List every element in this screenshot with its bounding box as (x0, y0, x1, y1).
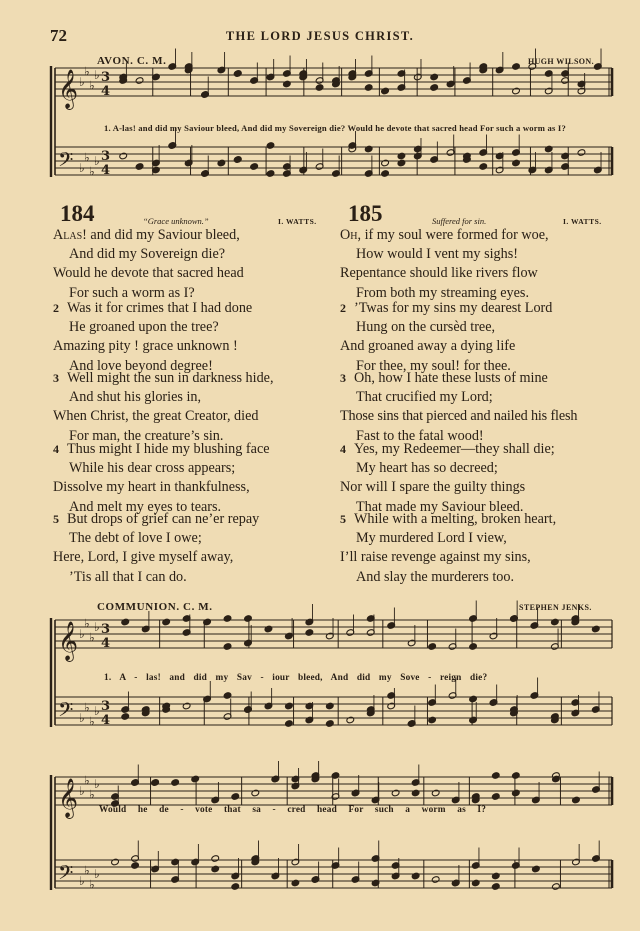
time-signature-top: 3 (101, 699, 111, 714)
hymn-meta-184: “Grace unknown.” (143, 216, 209, 226)
note-head (491, 883, 500, 891)
note-head (364, 145, 373, 153)
flat-sign: ♭ (89, 164, 95, 179)
bass-clef: 𝄢 (58, 148, 74, 176)
hymn-number-184: 184 (60, 201, 95, 226)
flat-sign: ♭ (79, 161, 85, 175)
hymn-185-verse-2: 2 ’Twas for my sins my dearest Lord Hung on the cursèd tree, And groaned away a dying life For thee, my soul! for thee. (340, 300, 553, 374)
note-head (411, 789, 420, 797)
note-head (305, 629, 314, 637)
note-head (451, 879, 460, 887)
tune-name-communion: COMMUNION. C. M. (97, 601, 213, 613)
flat-sign: ♭ (79, 784, 85, 798)
flat-sign: ♭ (94, 867, 100, 881)
composer-avon: HUGH WILSON. (528, 57, 594, 66)
note-head (469, 695, 478, 703)
lyric-communion-1: 1. A - las! and did my Sav - iour bleed, And did my Sove - reign die? (104, 673, 488, 683)
note-head (135, 77, 144, 85)
note-head (211, 865, 220, 873)
flat-sign: ♭ (84, 616, 90, 631)
note-head (162, 618, 171, 626)
flat-sign: ♭ (89, 714, 95, 729)
note-head (151, 779, 160, 787)
note-head (285, 702, 294, 710)
note-head (381, 87, 390, 95)
note-head (351, 789, 360, 797)
hymn-184-verse-4: 4 Thus might I hide my blushing face While his dear cross appears; Dissolve my heart in thankfulness, And melt my eyes to tears. (53, 441, 270, 515)
note-head (591, 625, 600, 633)
note-head (201, 170, 210, 178)
note-head (231, 793, 240, 801)
flat-sign: ♭ (84, 773, 90, 788)
flat-sign: ♭ (89, 630, 95, 645)
time-signature-bottom: 4 (101, 163, 111, 178)
note-head (264, 625, 273, 633)
lyric-communion-2: Would he de - vote that sa - cred head For such a worm as I? (99, 805, 487, 815)
note-head (407, 720, 416, 728)
flat-sign: ♭ (89, 877, 95, 892)
tune-name-avon: AVON. C. M. (97, 55, 167, 67)
note-head (291, 879, 300, 887)
bass-clef: 𝄢 (58, 698, 74, 726)
hymn-185-verse-1: Oh, if my soul were formed for woe, How would I vent my sighs! Repentance should like rivers flow From both my streaming eyes. (340, 227, 549, 301)
note-head (391, 789, 400, 797)
flat-sign: ♭ (94, 154, 100, 168)
treble-clef: 𝄞 (58, 621, 79, 661)
flat-sign: ♭ (94, 777, 100, 791)
first-word: Oh (340, 227, 358, 243)
flat-sign: ♭ (84, 700, 90, 715)
note-head (168, 142, 177, 150)
flat-sign: ♭ (89, 78, 95, 93)
note-head (211, 855, 220, 863)
note-head (201, 91, 210, 99)
note-head (223, 643, 232, 651)
note-head (271, 775, 280, 783)
note-head (577, 149, 586, 157)
note-head (121, 618, 130, 626)
note-head (182, 702, 191, 710)
first-word: Alas (53, 227, 83, 243)
note-head (119, 152, 128, 160)
note-head (411, 872, 420, 880)
note-head (191, 775, 200, 783)
treble-clef: 𝄞 (58, 69, 79, 109)
note-head (489, 699, 498, 707)
note-head (217, 159, 226, 167)
note-head (244, 706, 253, 714)
lyric-avon: 1. A-las! and did my Saviour bleed, And did my Sovereign die? Would he devote that sacred head For such a worm as I? (104, 123, 566, 133)
hymn-number-185: 185 (348, 201, 383, 226)
flat-sign: ♭ (89, 787, 95, 802)
note-head (469, 643, 478, 651)
note-head (285, 720, 294, 728)
time-signature-bottom: 4 (101, 713, 111, 728)
flat-sign: ♭ (79, 711, 85, 725)
note-head (233, 70, 242, 78)
composer-communion: STEPHEN JENKS. (519, 603, 592, 612)
hymn-184-verse-2: 2 Was it for crimes that I had done He groaned upon the tree? Amazing pity ! grace unknown ! And love beyond degree! (53, 300, 253, 374)
bass-clef: 𝄢 (58, 861, 74, 889)
note-head (364, 84, 373, 92)
note-head (266, 142, 275, 150)
flat-sign: ♭ (79, 75, 85, 89)
hymn-185-verse-3: 3 Oh, how I hate these lusts of mine That crucified my Lord; Those sins that pierced and nailed his flesh Fast to the fatal wood! (340, 370, 578, 444)
hymn-185-verse-5: 5 While with a melting, broken heart, My murdered Lord I view, I’ll raise revenge against my sins, And slay the murderers too. (340, 511, 557, 585)
note-head (131, 779, 140, 787)
note-head (471, 879, 480, 887)
time-signature-bottom: 4 (101, 636, 111, 651)
note-head (479, 163, 488, 171)
note-head (381, 170, 390, 178)
flat-sign: ♭ (84, 150, 90, 165)
note-head (512, 772, 521, 780)
note-head (428, 716, 437, 724)
time-signature-bottom: 4 (101, 84, 111, 99)
note-head (430, 84, 439, 92)
flat-sign: ♭ (94, 68, 100, 82)
treble-clef: 𝄞 (58, 778, 79, 818)
flat-sign: ♭ (94, 620, 100, 634)
note-head (111, 858, 120, 866)
note-head (121, 713, 130, 721)
note-head (266, 170, 275, 178)
note-head (491, 872, 500, 880)
note-head (244, 615, 253, 623)
note-head (551, 618, 560, 626)
note-head (171, 779, 180, 787)
note-head (326, 720, 335, 728)
note-head (552, 883, 561, 891)
note-head (572, 796, 581, 804)
note-head (326, 702, 335, 710)
hymn-author-185: I. WATTS. (563, 217, 602, 226)
hymn-185-verse-4: 4 Yes, my Redeemer—they shall die; My heart has so decreed; Nor will I spare the guilty things That made my Saviour bleed. (340, 441, 555, 515)
note-head (512, 159, 521, 167)
time-signature-top: 3 (101, 149, 111, 164)
note-head (512, 789, 521, 797)
note-head (311, 876, 320, 884)
flat-sign: ♭ (94, 704, 100, 718)
flat-sign: ♭ (84, 64, 90, 79)
running-head: THE LORD JESUS CHRIST. (225, 29, 415, 43)
note-head (491, 793, 500, 801)
hymn-author-184: I. WATTS. (278, 217, 317, 226)
note-head (512, 87, 521, 95)
time-signature-top: 3 (101, 622, 111, 637)
note-head (512, 63, 521, 71)
hymn-meta-185: Suffered for sin. (432, 216, 487, 226)
note-head (532, 865, 541, 873)
note-head (223, 615, 232, 623)
note-head (491, 772, 500, 780)
note-head (223, 692, 232, 700)
note-head (233, 156, 242, 164)
note-head (131, 862, 140, 870)
note-head (251, 789, 260, 797)
time-signature-top: 3 (101, 70, 111, 85)
note-head (431, 876, 440, 884)
note-head (250, 163, 259, 171)
note-head (135, 163, 144, 171)
flat-sign: ♭ (79, 627, 85, 641)
note-head (283, 80, 292, 88)
note-head (430, 73, 439, 81)
note-head (381, 159, 390, 167)
hymn-184-verse-5: 5 But drops of grief can ne’er repay The debt of love I owe; Here, Lord, I give myself away, ’Tis all that I can do. (53, 511, 260, 585)
hymn-184-verse-3: 3 Well might the sun in darkness hide, And shut his glories in, When Christ, the great Creator, died For man, the creature’s sin. (53, 370, 274, 444)
page-number: 72 (50, 26, 67, 45)
note-head (544, 145, 553, 153)
hymn-184-verse-1: Alas! and did my Saviour bleed, And did my Sovereign die? Would he devote that sacred head For such a worm as I? (53, 227, 244, 301)
note-head (346, 716, 355, 724)
note-head (231, 883, 240, 891)
note-head (315, 84, 324, 92)
note-head (397, 152, 406, 160)
note-head (431, 789, 440, 797)
note-head (397, 159, 406, 167)
note-head (428, 643, 437, 651)
flat-sign: ♭ (84, 863, 90, 878)
flat-sign: ♭ (79, 874, 85, 888)
